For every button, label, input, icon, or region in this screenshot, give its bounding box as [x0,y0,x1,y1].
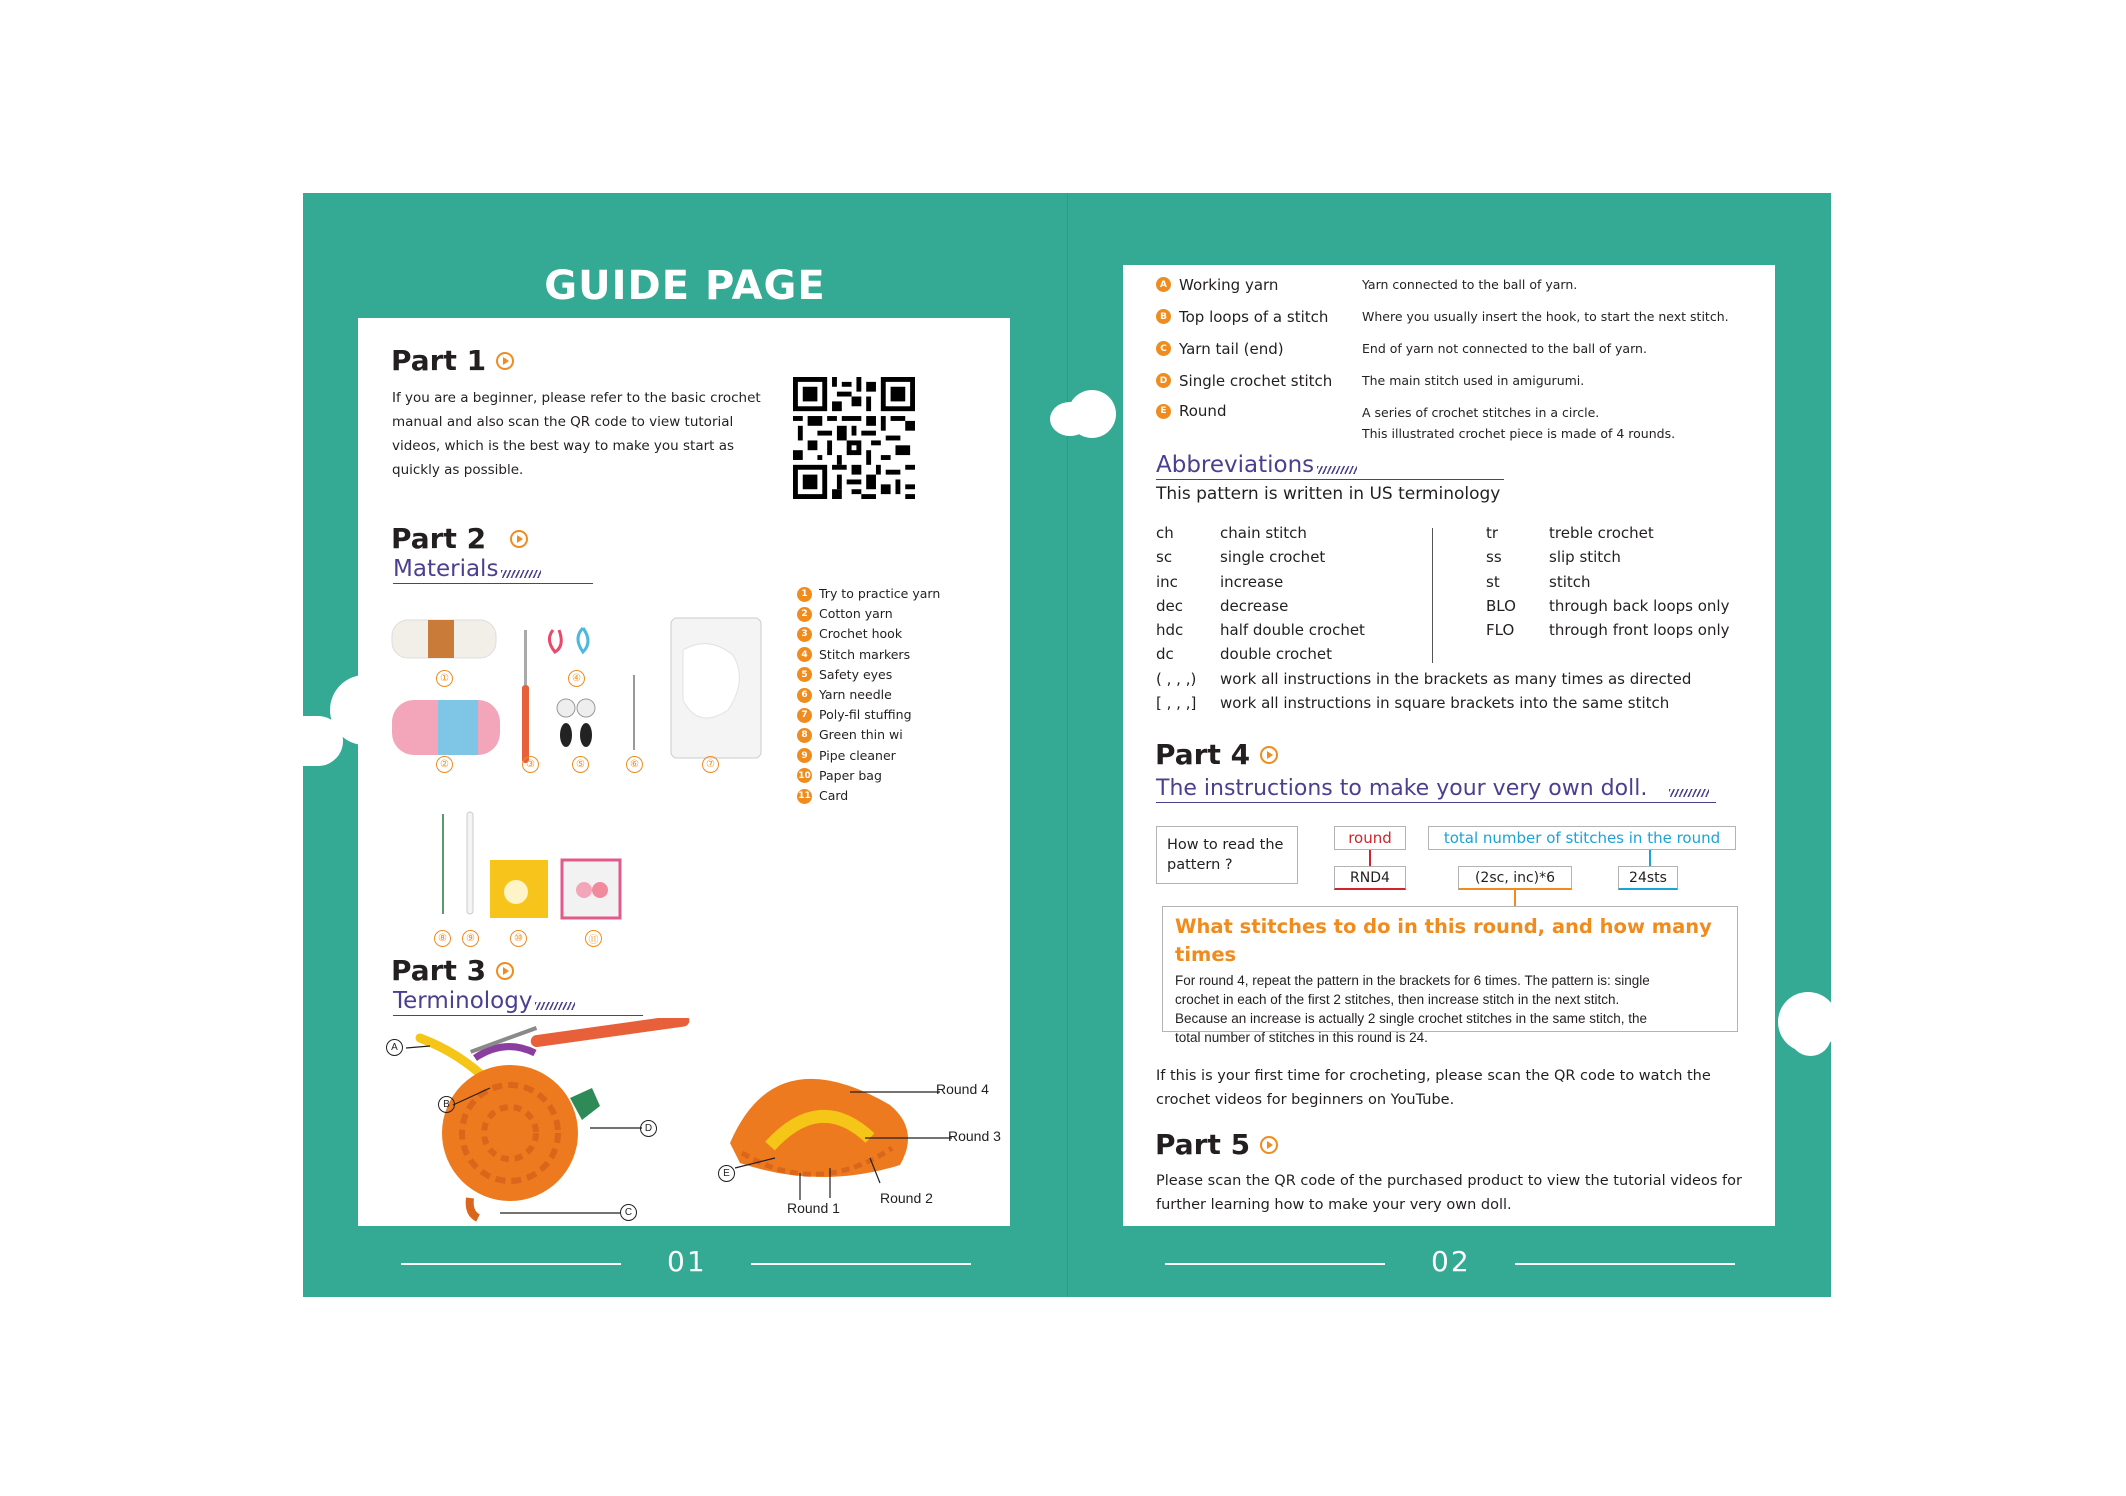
list-item: 4 Stitch markers [797,645,940,665]
terminology-subheading: Terminology [393,988,643,1016]
diagram-label-e: E [718,1165,735,1182]
abbreviations-right [1486,521,1730,642]
list-item: 7 Poly-fil stuffing [797,705,940,725]
arrow-right-icon [510,530,528,548]
total-label-box: total number of stitches in the round [1428,826,1736,850]
diagram-label-c: C [620,1204,637,1221]
connector-line [1649,850,1651,866]
how-to-read-box: How to read the pattern ? [1156,826,1298,884]
abbreviations-divider [1432,528,1433,663]
hatch-decoration [501,570,541,578]
arrow-right-icon [496,352,514,370]
list-item: ( , , ,) work all instructions in the brackets as many times as directed [1156,669,1692,688]
abbreviations-subheading: Abbreviations [1156,452,1504,480]
first-time-text: If this is your first time for crocheting, please scan the QR code to watch the crochet videos for beginners on YouTube. [1156,1068,1711,1108]
page-number-line [401,1263,621,1265]
page-number-right: 02 [1431,1245,1471,1278]
list-item: 11 Card [798,788,849,804]
arrow-right-icon [1260,1136,1278,1154]
term-row: B Top loops of a stitch Where you usually insert the hook, to start the next stitch. [1156,306,1729,327]
materials-subheading: Materials [393,556,593,584]
arrow-right-icon [496,962,514,980]
list-item: st stitch [1486,572,1591,591]
photo-number: ③ [522,756,539,773]
cloud-decoration [1790,1016,1831,1056]
round2-label: Round 2 [880,1190,933,1206]
cloud-decoration [1068,390,1116,438]
materials-illustration-row2 [430,810,630,920]
list-item: dc double crochet [1156,645,1333,664]
part5-heading: Part 5 [1155,1128,1278,1161]
part3-heading: Part 3 [391,954,514,987]
arrow-right-icon [1260,746,1278,764]
materials-list [797,584,940,806]
hatch-decoration [535,1002,575,1010]
list-item: [ , , ,] work all instructions in square brackets into the same stitch [1156,694,1670,713]
stitches-value-box: (2sc, inc)*6 [1458,866,1572,890]
photo-number: ⑥ [626,756,643,773]
list-item: 1 Try to practice yarn [797,584,940,604]
round-label-box: round [1334,826,1406,850]
round-value-box: RND4 [1334,866,1406,890]
diagram-label-b: B [438,1096,455,1113]
round4-label: Round 4 [936,1081,989,1097]
page-fold [1067,193,1068,1297]
photo-number: ⑨ [462,930,479,947]
part1-heading: Part 1 [391,344,514,377]
list-item: 5 Safety eyes [797,665,940,685]
photo-number: ④ [568,670,585,687]
page-number-line [1165,1263,1385,1265]
page-number-left: 01 [667,1245,707,1278]
list-item: dec decrease [1156,596,1289,615]
explanation-title: What stitches to do in this round, and how many times [1175,915,1712,966]
list-item: tr treble crochet [1486,524,1654,542]
connector-line [1369,850,1371,866]
part4-heading: Part 4 [1155,738,1278,771]
list-item: inc increase [1156,572,1284,591]
page-number-line [751,1263,971,1265]
list-item: 6 Yarn needle [797,685,940,705]
photo-number: ⑧ [434,930,451,947]
list-item: 3 Crochet hook [797,624,940,644]
explanation-text: For round 4, repeat the pattern in the brackets for 6 times. The pattern is: single crochet in each of the first 2 stitches, then increase stitch in the next stitch. Because an increase is actually 2 single crochet stitches in the same stitch, the total number of stitches in this round is 24. [1175,973,1650,1045]
term-row: E Round A series of crochet stitches in a circle. This illustrated crochet piece is made of 4 rounds. [1156,402,1675,444]
list-item: hdc half double crochet [1156,621,1365,640]
round3-label: Round 3 [948,1128,1001,1144]
part1-text: If you are a beginner, please refer to the basic crochet manual and also scan the QR code to view tutorial videos, which is the best way to make you start as quickly as possible. [392,390,761,478]
term-row: A Working yarn Yarn connected to the ball of yarn. [1156,274,1577,295]
photo-number: ⑪ [585,930,602,947]
diagram-label-a: A [386,1039,403,1056]
term-row: C Yarn tail (end) End of yarn not connected to the ball of yarn. [1156,338,1647,359]
page-number-line [1515,1263,1735,1265]
total-value-box: 24sts [1618,866,1678,890]
round1-label: Round 1 [787,1200,840,1216]
list-item: FLO through front loops only [1486,621,1730,640]
list-item: ss slip stitch [1486,548,1621,567]
part2-heading: Part 2 [391,522,528,555]
photo-number: ⑤ [572,756,589,773]
list-item: 10 Paper bag [798,767,882,783]
list-item: 8 Green thin wi [797,725,940,745]
diagram-label-d: D [640,1120,657,1137]
qr-code [793,377,915,499]
hatch-decoration [1669,789,1709,797]
connector-line [1514,890,1516,906]
photo-number: ① [436,670,453,687]
materials-illustration [388,610,768,770]
photo-number: ② [436,756,453,773]
list-item: sc single crochet [1156,548,1326,567]
list-item: 9 Pipe cleaner [797,746,940,766]
term-row: D Single crochet stitch The main stitch used in amigurumi. [1156,370,1584,391]
guide-page-title: GUIDE PAGE [544,263,826,309]
list-item: BLO through back loops only [1486,596,1730,615]
photo-number: ⑩ [510,930,527,947]
part5-text: Please scan the QR code of the purchased product to view the tutorial videos for further learning how to make your very own doll. [1156,1173,1742,1213]
hatch-decoration [1317,466,1357,474]
photo-number: ⑦ [702,756,719,773]
explanation-box [1162,906,1738,1045]
terminology-note: This pattern is written in US terminology [1156,484,1501,504]
list-item: ch chain stitch [1156,524,1307,542]
list-item: 2 Cotton yarn [797,604,940,624]
part4-subheading: The instructions to make your very own doll. [1156,776,1716,803]
